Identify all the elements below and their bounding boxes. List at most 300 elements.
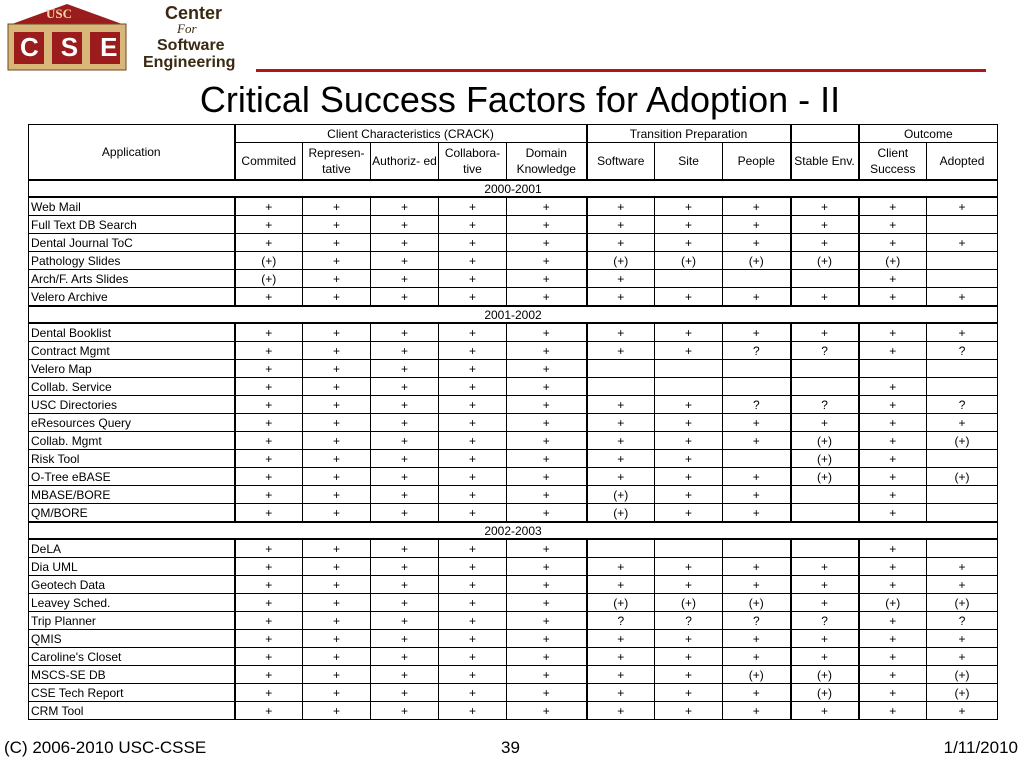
factor-cell bbox=[587, 378, 655, 396]
factor-cell: + bbox=[655, 558, 723, 576]
application-name: Full Text DB Search bbox=[29, 216, 235, 234]
application-name: Dental Booklist bbox=[29, 323, 235, 342]
application-name: eResources Query bbox=[29, 414, 235, 432]
factor-cell: + bbox=[507, 197, 587, 216]
factor-cell: + bbox=[371, 504, 439, 523]
factor-cell: + bbox=[371, 468, 439, 486]
table-row bbox=[29, 414, 998, 432]
factor-cell: + bbox=[791, 648, 859, 666]
factor-cell: (+) bbox=[859, 252, 927, 270]
factor-cell: + bbox=[507, 648, 587, 666]
factor-cell: + bbox=[439, 288, 507, 307]
factor-cell: + bbox=[371, 630, 439, 648]
factor-cell: + bbox=[235, 576, 303, 594]
brand-engineering: Engineering bbox=[143, 54, 236, 71]
factor-cell: + bbox=[439, 270, 507, 288]
factor-cell: + bbox=[655, 576, 723, 594]
factor-cell bbox=[927, 360, 998, 378]
factor-cell: + bbox=[859, 630, 927, 648]
factor-cell: + bbox=[927, 323, 998, 342]
factor-cell bbox=[587, 360, 655, 378]
factor-cell: + bbox=[371, 612, 439, 630]
application-name: DeLA bbox=[29, 539, 235, 558]
factor-cell: + bbox=[371, 323, 439, 342]
factor-cell: + bbox=[235, 360, 303, 378]
factor-cell: + bbox=[439, 594, 507, 612]
factor-cell: + bbox=[655, 486, 723, 504]
factor-cell: + bbox=[371, 450, 439, 468]
factor-cell: + bbox=[723, 486, 791, 504]
factor-cell: + bbox=[507, 468, 587, 486]
factor-cell: + bbox=[303, 342, 371, 360]
column-header: Client Success bbox=[859, 143, 927, 181]
factor-cell: + bbox=[723, 432, 791, 450]
factor-cell: + bbox=[859, 539, 927, 558]
application-name: QM/BORE bbox=[29, 504, 235, 523]
factor-cell: + bbox=[655, 504, 723, 523]
application-name: MSCS-SE DB bbox=[29, 666, 235, 684]
factor-cell: + bbox=[303, 323, 371, 342]
factor-cell: + bbox=[655, 450, 723, 468]
factor-cell: + bbox=[723, 414, 791, 432]
factor-cell: (+) bbox=[587, 594, 655, 612]
application-name: QMIS bbox=[29, 630, 235, 648]
factor-cell: + bbox=[791, 630, 859, 648]
factor-cell: + bbox=[235, 539, 303, 558]
factor-cell: + bbox=[507, 504, 587, 523]
factor-cell: + bbox=[859, 612, 927, 630]
factor-cell: + bbox=[859, 558, 927, 576]
column-header: Site bbox=[655, 143, 723, 181]
factor-cell: + bbox=[235, 666, 303, 684]
table-row bbox=[29, 360, 998, 378]
factor-cell: + bbox=[507, 216, 587, 234]
factor-cell: + bbox=[371, 486, 439, 504]
factor-cell: (+) bbox=[587, 504, 655, 523]
factor-cell: + bbox=[723, 197, 791, 216]
factor-cell: + bbox=[587, 684, 655, 702]
factor-cell: + bbox=[371, 539, 439, 558]
factor-cell: + bbox=[371, 702, 439, 720]
factor-cell: + bbox=[235, 396, 303, 414]
column-header: Stable Env. bbox=[791, 143, 859, 181]
factor-cell: + bbox=[235, 323, 303, 342]
factor-cell: + bbox=[439, 612, 507, 630]
factor-cell: (+) bbox=[723, 252, 791, 270]
factor-cell bbox=[723, 450, 791, 468]
factor-cell: (+) bbox=[723, 666, 791, 684]
factor-cell: + bbox=[859, 323, 927, 342]
factor-cell: + bbox=[303, 504, 371, 523]
factor-cell: + bbox=[371, 414, 439, 432]
factor-cell: + bbox=[507, 666, 587, 684]
application-name: Dia UML bbox=[29, 558, 235, 576]
factor-cell: (+) bbox=[235, 252, 303, 270]
usc-cse-logo bbox=[4, 2, 140, 72]
year-section-label: 2001-2002 bbox=[29, 306, 998, 323]
table-row bbox=[29, 558, 998, 576]
factor-cell: + bbox=[927, 234, 998, 252]
factor-cell bbox=[655, 539, 723, 558]
factor-cell: + bbox=[507, 270, 587, 288]
factor-cell: + bbox=[439, 666, 507, 684]
factor-cell bbox=[723, 360, 791, 378]
brand-for: For bbox=[177, 21, 197, 36]
factor-cell: + bbox=[439, 216, 507, 234]
factor-cell: ? bbox=[587, 612, 655, 630]
factor-cell: + bbox=[439, 378, 507, 396]
table-row bbox=[29, 539, 998, 558]
factor-cell: + bbox=[723, 702, 791, 720]
factor-cell: ? bbox=[791, 612, 859, 630]
factor-cell: + bbox=[723, 576, 791, 594]
factor-cell: + bbox=[303, 270, 371, 288]
factor-cell: + bbox=[235, 414, 303, 432]
factor-cell: + bbox=[235, 432, 303, 450]
factor-cell bbox=[587, 539, 655, 558]
factor-cell: + bbox=[587, 342, 655, 360]
factor-cell bbox=[723, 378, 791, 396]
factor-cell: (+) bbox=[791, 666, 859, 684]
factor-cell: + bbox=[507, 630, 587, 648]
table-row bbox=[29, 234, 998, 252]
factor-cell: + bbox=[507, 594, 587, 612]
factor-cell: + bbox=[507, 486, 587, 504]
year-section-label: 2000-2001 bbox=[29, 180, 998, 197]
group-stable-spacer bbox=[791, 125, 859, 143]
factor-cell: + bbox=[859, 234, 927, 252]
factor-cell: + bbox=[927, 648, 998, 666]
factor-cell: + bbox=[859, 288, 927, 307]
application-name: USC Directories bbox=[29, 396, 235, 414]
factor-cell: + bbox=[507, 612, 587, 630]
factor-cell bbox=[655, 378, 723, 396]
application-name: Pathology Slides bbox=[29, 252, 235, 270]
factor-cell: + bbox=[859, 216, 927, 234]
factor-cell: + bbox=[927, 630, 998, 648]
factor-cell: + bbox=[303, 612, 371, 630]
factor-cell: + bbox=[859, 414, 927, 432]
factor-cell: + bbox=[507, 288, 587, 307]
factor-cell: + bbox=[439, 323, 507, 342]
application-name: Velero Map bbox=[29, 360, 235, 378]
factor-cell: + bbox=[371, 666, 439, 684]
factor-cell: + bbox=[303, 558, 371, 576]
factor-cell bbox=[791, 486, 859, 504]
application-name: Caroline's Closet bbox=[29, 648, 235, 666]
factor-cell: + bbox=[235, 216, 303, 234]
factor-cell bbox=[927, 504, 998, 523]
factor-cell: + bbox=[507, 323, 587, 342]
factor-cell: + bbox=[303, 360, 371, 378]
factor-cell: (+) bbox=[927, 594, 998, 612]
factor-cell: + bbox=[859, 648, 927, 666]
table-row bbox=[29, 323, 998, 342]
table-row bbox=[29, 576, 998, 594]
factor-cell: + bbox=[303, 450, 371, 468]
factor-cell: + bbox=[303, 288, 371, 307]
factor-cell: + bbox=[859, 684, 927, 702]
application-name: Web Mail bbox=[29, 197, 235, 216]
factor-cell: + bbox=[587, 288, 655, 307]
factor-cell bbox=[791, 504, 859, 523]
page-title: Critical Success Factors for Adoption - II bbox=[199, 79, 841, 120]
factor-cell: + bbox=[235, 197, 303, 216]
factor-cell: + bbox=[791, 234, 859, 252]
group-transition-preparation: Transition Preparation bbox=[587, 125, 791, 143]
factor-cell: + bbox=[859, 576, 927, 594]
group-outcome: Outcome bbox=[859, 125, 998, 143]
factor-cell: + bbox=[927, 576, 998, 594]
factor-cell bbox=[927, 270, 998, 288]
factor-cell: + bbox=[927, 288, 998, 307]
factor-cell: + bbox=[859, 432, 927, 450]
factor-cell: + bbox=[507, 414, 587, 432]
table-row bbox=[29, 432, 998, 450]
factor-cell: + bbox=[303, 378, 371, 396]
adoption-factors-table bbox=[28, 124, 998, 720]
factor-cell: + bbox=[507, 396, 587, 414]
column-header: Authoriz- ed bbox=[371, 143, 439, 181]
factor-cell: + bbox=[303, 197, 371, 216]
factor-cell: + bbox=[655, 288, 723, 307]
footer-copyright: (C) 2006-2010 USC-CSSE bbox=[4, 738, 207, 757]
factor-cell: + bbox=[587, 323, 655, 342]
column-header: Domain Knowledge bbox=[507, 143, 587, 181]
factor-cell: + bbox=[587, 197, 655, 216]
factor-cell: + bbox=[235, 450, 303, 468]
application-name: MBASE/BORE bbox=[29, 486, 235, 504]
application-name: CRM Tool bbox=[29, 702, 235, 720]
factor-cell: + bbox=[859, 197, 927, 216]
factor-cell: ? bbox=[723, 396, 791, 414]
factor-cell: + bbox=[439, 468, 507, 486]
application-name: Contract Mgmt bbox=[29, 342, 235, 360]
factor-cell: + bbox=[791, 576, 859, 594]
footer-date: 1/11/2010 bbox=[943, 738, 1018, 757]
factor-cell bbox=[791, 378, 859, 396]
factor-cell: + bbox=[655, 323, 723, 342]
factor-cell: + bbox=[587, 702, 655, 720]
factor-cell: + bbox=[655, 666, 723, 684]
column-header: Adopted bbox=[927, 143, 998, 181]
factor-cell: + bbox=[371, 234, 439, 252]
factor-cell: + bbox=[723, 288, 791, 307]
factor-cell: + bbox=[859, 396, 927, 414]
factor-cell: (+) bbox=[587, 486, 655, 504]
factor-cell: + bbox=[371, 558, 439, 576]
factor-cell: ? bbox=[723, 342, 791, 360]
table-row bbox=[29, 216, 998, 234]
factor-cell: + bbox=[371, 252, 439, 270]
factor-cell bbox=[723, 270, 791, 288]
factor-cell: (+) bbox=[791, 468, 859, 486]
factor-cell: + bbox=[235, 558, 303, 576]
factor-cell: + bbox=[655, 342, 723, 360]
factor-cell bbox=[927, 539, 998, 558]
table-row bbox=[29, 486, 998, 504]
factor-cell: + bbox=[303, 702, 371, 720]
column-header: Represen- tative bbox=[303, 143, 371, 181]
factor-cell: + bbox=[587, 414, 655, 432]
column-header: People bbox=[723, 143, 791, 181]
header-application: Application bbox=[29, 125, 235, 181]
factor-cell: + bbox=[235, 486, 303, 504]
factor-cell: + bbox=[439, 684, 507, 702]
factor-cell: + bbox=[371, 396, 439, 414]
factor-cell bbox=[927, 486, 998, 504]
factor-cell: + bbox=[587, 432, 655, 450]
factor-cell: + bbox=[439, 396, 507, 414]
application-name: Collab. Mgmt bbox=[29, 432, 235, 450]
factor-cell: + bbox=[235, 288, 303, 307]
table-row bbox=[29, 504, 998, 523]
factor-cell: + bbox=[439, 539, 507, 558]
column-header: Collabora- tive bbox=[439, 143, 507, 181]
factor-cell: (+) bbox=[791, 450, 859, 468]
factor-cell: + bbox=[439, 450, 507, 468]
table-row bbox=[29, 197, 998, 216]
factor-cell: + bbox=[655, 468, 723, 486]
factor-cell: + bbox=[723, 630, 791, 648]
application-name: O-Tree eBASE bbox=[29, 468, 235, 486]
factor-cell: + bbox=[371, 360, 439, 378]
footer-page-number: 39 bbox=[501, 738, 520, 757]
factor-cell: + bbox=[723, 216, 791, 234]
factor-cell: + bbox=[791, 216, 859, 234]
factor-cell: + bbox=[859, 666, 927, 684]
factor-cell: + bbox=[439, 702, 507, 720]
table-row bbox=[29, 450, 998, 468]
factor-cell: + bbox=[439, 432, 507, 450]
factor-cell: + bbox=[791, 558, 859, 576]
factor-cell: + bbox=[303, 630, 371, 648]
factor-cell: + bbox=[303, 594, 371, 612]
application-name: Risk Tool bbox=[29, 450, 235, 468]
factor-cell: + bbox=[655, 197, 723, 216]
factor-cell: + bbox=[303, 414, 371, 432]
factor-cell: (+) bbox=[723, 594, 791, 612]
application-name: Leavey Sched. bbox=[29, 594, 235, 612]
factor-cell: + bbox=[507, 252, 587, 270]
factor-cell: + bbox=[655, 216, 723, 234]
factor-cell: + bbox=[859, 270, 927, 288]
factor-cell: + bbox=[235, 702, 303, 720]
factor-cell: + bbox=[791, 323, 859, 342]
factor-cell: + bbox=[303, 468, 371, 486]
factor-cell: + bbox=[371, 684, 439, 702]
logo-cse-text: CSE bbox=[20, 32, 140, 62]
factor-cell: (+) bbox=[655, 594, 723, 612]
factor-cell: ? bbox=[927, 342, 998, 360]
factor-cell: + bbox=[439, 504, 507, 523]
factor-cell: + bbox=[235, 342, 303, 360]
factor-cell: + bbox=[587, 666, 655, 684]
factor-cell: + bbox=[439, 342, 507, 360]
factor-cell: + bbox=[587, 558, 655, 576]
factor-cell: (+) bbox=[859, 594, 927, 612]
application-name: Geotech Data bbox=[29, 576, 235, 594]
factor-cell: + bbox=[439, 197, 507, 216]
factor-cell: + bbox=[927, 414, 998, 432]
table-row bbox=[29, 666, 998, 684]
factor-cell: + bbox=[723, 558, 791, 576]
factor-cell: + bbox=[303, 216, 371, 234]
factor-cell: (+) bbox=[791, 684, 859, 702]
brand-software: Software bbox=[157, 37, 225, 54]
factor-cell: + bbox=[303, 396, 371, 414]
application-name: Dental Journal ToC bbox=[29, 234, 235, 252]
factor-cell: ? bbox=[927, 396, 998, 414]
factor-cell bbox=[927, 216, 998, 234]
factor-cell: + bbox=[303, 684, 371, 702]
factor-cell: + bbox=[723, 234, 791, 252]
table-row bbox=[29, 342, 998, 360]
factor-cell: + bbox=[655, 396, 723, 414]
factor-cell: + bbox=[371, 288, 439, 307]
factor-cell: + bbox=[723, 504, 791, 523]
factor-cell: (+) bbox=[791, 432, 859, 450]
factor-cell: + bbox=[655, 630, 723, 648]
factor-cell: + bbox=[587, 468, 655, 486]
factor-cell: ? bbox=[791, 396, 859, 414]
logo-usc-text: USC bbox=[46, 6, 73, 21]
factor-cell: + bbox=[587, 630, 655, 648]
table-row bbox=[29, 594, 998, 612]
factor-cell: + bbox=[235, 234, 303, 252]
factor-cell: + bbox=[587, 396, 655, 414]
table-row bbox=[29, 702, 998, 720]
factor-cell: (+) bbox=[655, 252, 723, 270]
factor-cell: + bbox=[655, 648, 723, 666]
factor-cell bbox=[655, 270, 723, 288]
factor-cell: + bbox=[439, 360, 507, 378]
factor-cell: + bbox=[235, 612, 303, 630]
factor-cell: + bbox=[507, 702, 587, 720]
table-row bbox=[29, 252, 998, 270]
factor-cell: + bbox=[235, 684, 303, 702]
factor-cell bbox=[723, 539, 791, 558]
table-row bbox=[29, 612, 998, 630]
application-name: Trip Planner bbox=[29, 612, 235, 630]
factor-cell: + bbox=[927, 702, 998, 720]
factor-cell: + bbox=[371, 270, 439, 288]
factor-cell: + bbox=[235, 504, 303, 523]
factor-cell: + bbox=[655, 432, 723, 450]
factor-cell: ? bbox=[723, 612, 791, 630]
application-name: CSE Tech Report bbox=[29, 684, 235, 702]
factor-cell: + bbox=[791, 414, 859, 432]
factor-cell: + bbox=[303, 648, 371, 666]
application-name: Velero Archive bbox=[29, 288, 235, 307]
factor-cell: + bbox=[371, 342, 439, 360]
factor-cell: + bbox=[587, 216, 655, 234]
factor-cell: + bbox=[587, 576, 655, 594]
factor-cell: + bbox=[507, 684, 587, 702]
table-row bbox=[29, 270, 998, 288]
factor-cell: (+) bbox=[927, 666, 998, 684]
factor-cell: + bbox=[507, 432, 587, 450]
factor-cell: + bbox=[507, 539, 587, 558]
factor-cell: + bbox=[859, 450, 927, 468]
application-name: Arch/F. Arts Slides bbox=[29, 270, 235, 288]
factor-cell: + bbox=[439, 576, 507, 594]
factor-cell: + bbox=[859, 504, 927, 523]
factor-cell: + bbox=[371, 594, 439, 612]
factor-cell: + bbox=[507, 576, 587, 594]
table-row bbox=[29, 396, 998, 414]
factor-cell bbox=[927, 252, 998, 270]
